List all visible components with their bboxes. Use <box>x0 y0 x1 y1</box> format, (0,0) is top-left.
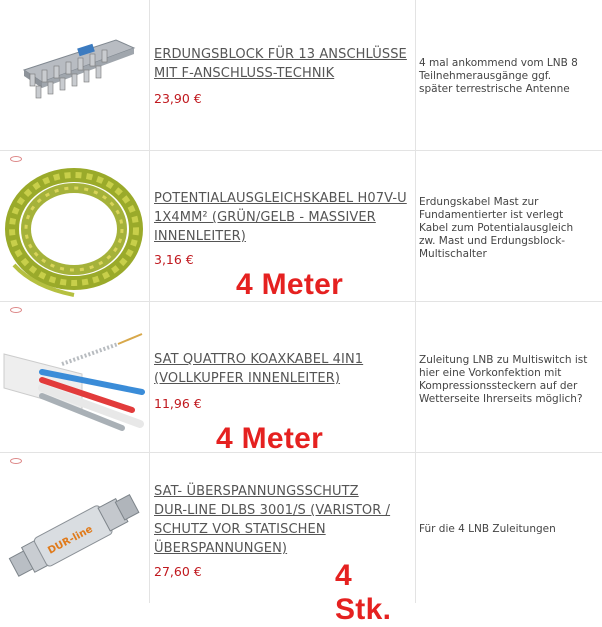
product-image-cell[interactable] <box>0 302 150 453</box>
svg-text:DUR-line: DUR-line <box>46 523 95 557</box>
product-title-line[interactable]: (VOLLKUPFER INNENLEITER) <box>154 371 341 386</box>
note-line: Wetterseite Ihrerseits möglich? <box>419 393 583 405</box>
product-title-link[interactable] <box>154 189 416 246</box>
product-title-line[interactable]: INNENLEITER) <box>154 229 246 244</box>
product-note <box>419 523 599 536</box>
note-line: Erdungskabel Mast zur <box>419 196 539 208</box>
product-note-cell <box>416 0 602 151</box>
shop-logo-icon <box>10 457 24 465</box>
table-row <box>0 302 602 453</box>
note-line: Teilnehmerausgänge ggf. <box>419 70 552 82</box>
product-image-cell[interactable] <box>0 0 150 151</box>
shop-logo-icon <box>10 306 24 314</box>
product-note <box>419 354 599 406</box>
product-title-link[interactable] <box>154 350 416 388</box>
product-note-cell <box>416 453 602 603</box>
note-line: Kompressionssteckern auf der <box>419 380 578 392</box>
quantity-annotation: 4 Meter <box>236 268 344 301</box>
green-yellow-cable-coil-icon[interactable] <box>4 157 144 297</box>
quantity-annotation: 4 Stk. <box>335 559 392 626</box>
note-line: Kabel zum Potentialausgleich <box>419 222 574 234</box>
product-title-line[interactable]: SCHUTZ VOR STATISCHEN <box>154 522 326 537</box>
product-title-link[interactable] <box>154 482 416 558</box>
product-title-line[interactable]: SAT- ÜBERSPANNUNGSSCHUTZ <box>154 484 359 499</box>
product-price: 3,16 € <box>154 252 194 267</box>
product-note-cell <box>416 302 602 453</box>
grounding-block-icon[interactable] <box>16 30 136 110</box>
product-info-cell <box>150 453 416 626</box>
product-note-cell <box>416 151 602 302</box>
note-line: Für die 4 LNB Zuleitungen <box>419 523 556 535</box>
product-info-cell <box>150 151 416 302</box>
quattro-coax-cable-icon[interactable] <box>2 324 148 434</box>
product-info-cell <box>150 302 416 453</box>
product-title-line[interactable]: SAT QUATTRO KOAXKABEL 4IN1 <box>154 352 364 367</box>
table-row <box>0 453 602 626</box>
table-row <box>0 0 602 151</box>
note-line: später terrestrische Antenne <box>419 83 570 95</box>
product-price: 27,60 € <box>154 564 202 579</box>
product-title-line[interactable]: ÜBERSPANNUNGEN) <box>154 541 288 556</box>
product-price: 11,96 € <box>154 396 202 411</box>
product-title-line[interactable]: MIT F-ANSCHLUSS-TECHNIK <box>154 66 335 81</box>
product-note <box>419 57 599 96</box>
surge-protector-icon[interactable] <box>4 475 146 595</box>
product-info-cell <box>150 0 416 151</box>
product-image-cell[interactable] <box>0 151 150 302</box>
product-title-line[interactable]: DUR-LINE DLBS 3001/S (VARISTOR / <box>154 503 391 518</box>
note-line: Multischalter <box>419 248 487 260</box>
product-title-line[interactable]: POTENTIALAUSGLEICHSKABEL H07V-U <box>154 191 407 206</box>
note-line: zw. Mast und Erdungsblock- <box>419 235 566 247</box>
note-line: Fundamentierter ist verlegt <box>419 209 564 221</box>
product-image-cell[interactable] <box>0 453 150 603</box>
product-price: 23,90 € <box>154 91 202 106</box>
product-note <box>419 196 599 261</box>
product-title-link[interactable] <box>154 45 416 83</box>
note-line: hier eine Vorkonfektion mit <box>419 367 562 379</box>
note-line: Zuleitung LNB zu Multiswitch ist <box>419 354 588 366</box>
product-title-line[interactable]: ERDUNGSBLOCK FÜR 13 ANSCHLÜSSE <box>154 47 407 62</box>
product-title-line[interactable]: 1X4MM² (GRÜN/GELB - MASSIVER <box>154 210 376 225</box>
note-line: 4 mal ankommend vom LNB 8 <box>419 57 578 69</box>
table-row <box>0 151 602 302</box>
quantity-annotation: 4 Meter <box>216 422 324 455</box>
